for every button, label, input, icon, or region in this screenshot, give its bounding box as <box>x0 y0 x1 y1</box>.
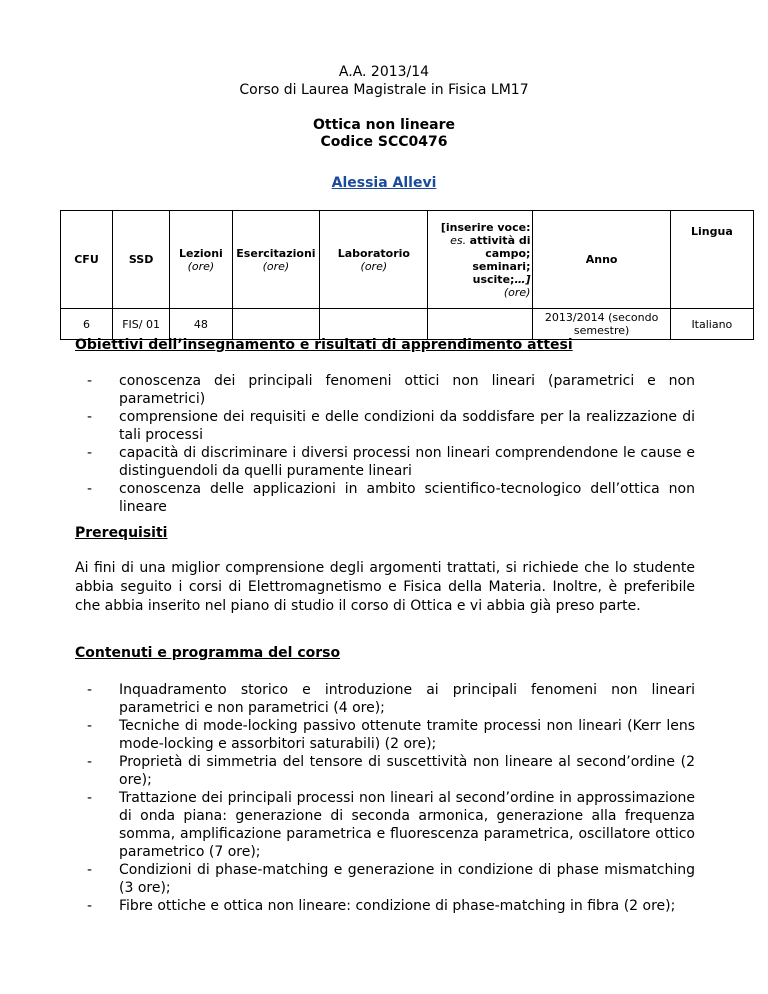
list-item: - capacità di discriminare i diversi processi non lineari comprendendone le cause e distinguendoli da quelli puramente lineari <box>87 445 695 479</box>
teacher-name <box>0 175 768 191</box>
course-title: Ottica non lineare <box>312 117 456 133</box>
teacher-link[interactable]: Alessia Allevi <box>331 175 437 191</box>
list-item: - Trattazione dei principali processi non lineari al second’ordine in approssimazione di onda piana: generazione di seconda armonica, generazione alla frequenza somma, amplificazione parametrica e fluorescenza parametrica, oscillatore ottico parametrico (7 ore); <box>87 790 695 860</box>
list-item: - conoscenza dei principali fenomeni ottici non lineari (parametrici e non parametrici) <box>87 373 695 407</box>
header-esercitazioni: Esercitazioni (ore) <box>232 211 320 309</box>
course-code: Codice SCC0476 <box>320 134 448 150</box>
header-lingua: Lingua <box>670 211 753 309</box>
header-lezioni: Lezioni (ore) <box>170 211 232 309</box>
header-cfu: CFU <box>61 211 113 309</box>
objectives-heading: Obiettivi dell’insegnamento e risultati di apprendimento attesi <box>75 337 573 353</box>
table-value-row <box>61 309 754 340</box>
header-laboratorio: Laboratorio (ore) <box>320 211 428 309</box>
value-anno: 2013/2014 (secondo semestre) <box>533 309 670 340</box>
list-item: - conoscenza delle applicazioni in ambito scientifico-tecnologico dell’ottica non lineare <box>87 481 695 515</box>
table-header-row <box>61 211 754 309</box>
contents-heading: Contenuti e programma del corso <box>75 645 341 661</box>
list-item: - Tecniche di mode-locking passivo ottenute tramite processi non lineari (Kerr lens mode-locking e assorbitori saturabili) (2 ore); <box>87 718 695 752</box>
header-anno: Anno <box>533 211 670 309</box>
header-other-activity: [inserire voce: es. attività di campo; seminari; uscite;…] (ore) <box>428 211 533 309</box>
prerequisites-text: Ai fini di una miglior comprensione degli argomenti trattati, si richiede che lo studente abbia seguito i corsi di Elettromagnetismo e Fisica della Materia. Inoltre, è preferibile che abbia inserito nel piano di studio il corso di Ottica e vi abbia già preso parte. <box>75 560 695 614</box>
academic-year: A.A. 2013/14 <box>338 64 430 80</box>
header-ssd: SSD <box>113 211 170 309</box>
value-ssd: FIS/ 01 <box>113 309 170 340</box>
list-item: - comprensione dei requisiti e delle condizioni da soddisfare per la realizzazione di tali processi <box>87 409 695 443</box>
degree-course: Corso di Laurea Magistrale in Fisica LM17 <box>239 82 529 98</box>
list-item: - Inquadramento storico e introduzione ai principali fenomeni non lineari parametrici e non parametrici (4 ore); <box>87 682 695 716</box>
contents-list <box>75 681 695 915</box>
list-item: - Fibre ottiche e ottica non lineare: condizione di phase-matching in fibra (2 ore); <box>87 898 676 914</box>
value-lezioni: 48 <box>170 309 232 340</box>
value-other-activity <box>428 309 533 340</box>
value-esercitazioni <box>232 309 320 340</box>
value-lingua: Italiano <box>670 309 753 340</box>
list-item: - Condizioni di phase-matching e generazione in condizione di phase mismatching (3 ore); <box>87 862 695 896</box>
list-item: - Proprietà di simmetria del tensore di suscettività non lineare al second’ordine (2 ore); <box>87 754 695 788</box>
value-cfu: 6 <box>61 309 113 340</box>
course-info-table <box>60 210 754 340</box>
objectives-list <box>75 372 695 516</box>
prerequisites-heading: Prerequisiti <box>75 525 168 541</box>
value-laboratorio <box>320 309 428 340</box>
